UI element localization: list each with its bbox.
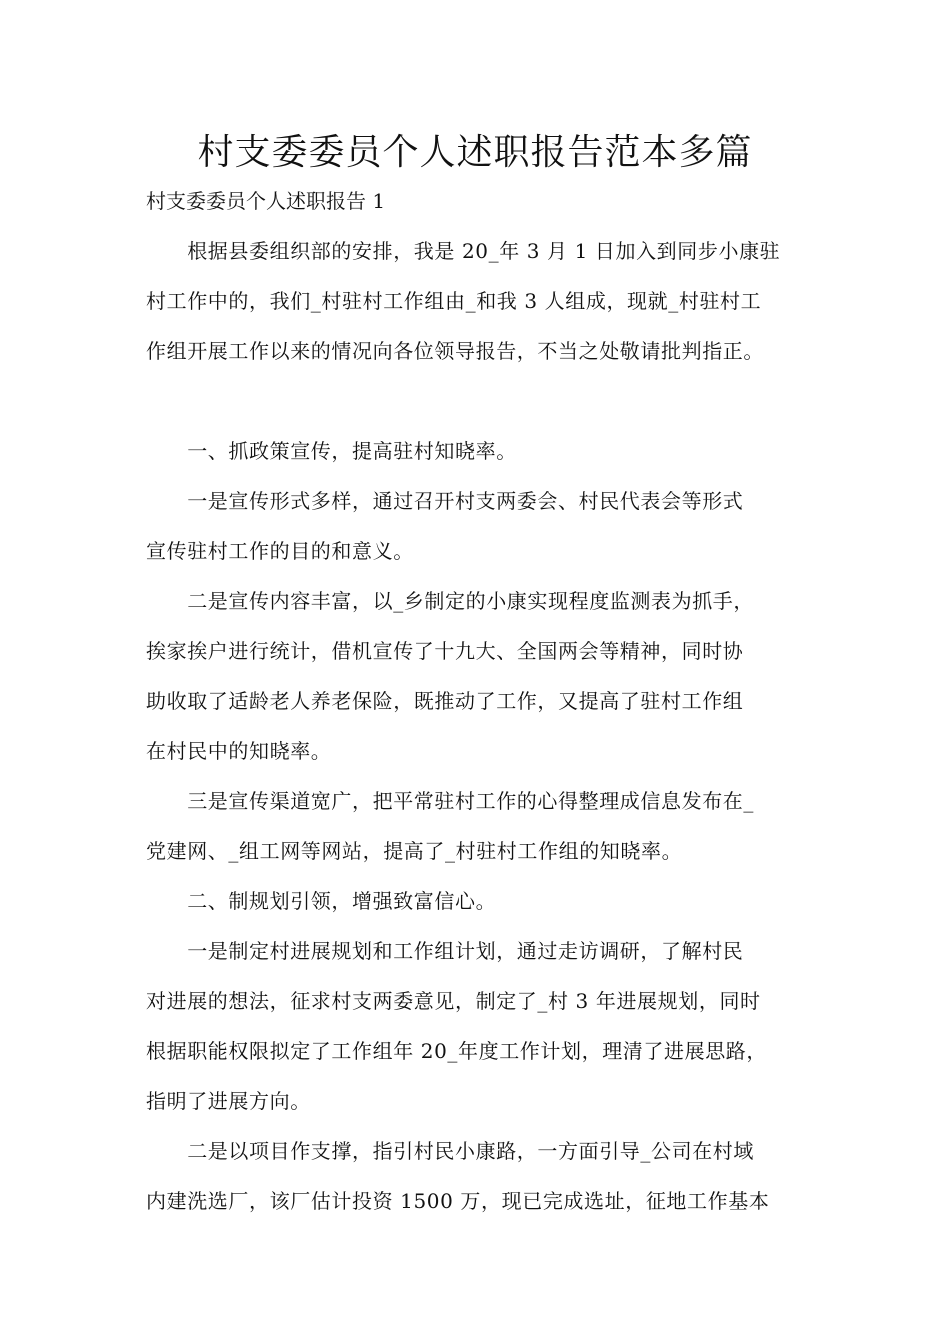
document-title: 村支委委员个人述职报告范本多篇 [197,132,753,173]
body-line: 在村民中的知晓率。 [146,739,332,763]
body-line: 党建网、_组工网等网站，提高了_村驻村工作组的知晓率。 [146,839,683,863]
section-heading: 村支委委员个人述职报告 1 [146,189,386,213]
body-line: 对进展的想法，征求村支两委意见，制定了_村 3 年进展规划，同时 [146,989,761,1013]
body-line: 一、抓政策宣传，提高驻村知晓率。 [146,439,517,463]
body-line: 宣传驻村工作的目的和意义。 [146,539,414,563]
body-line: 村工作中的，我们_村驻村工作组由_和我 3 人组成，现就_村驻村工 [146,289,762,313]
body-line: 助收取了适龄老人养老保险，既推动了工作，又提高了驻村工作组 [146,689,744,713]
body-line: 根据职能权限拟定了工作组年 20_年度工作计划，理清了进展思路， [146,1039,768,1063]
body-line: 二是宣传内容丰富，以_乡制定的小康实现程度监测表为抓手， [146,589,754,613]
body-line: 作组开展工作以来的情况向各位领导报告，不当之处敬请批判指正。 [146,339,764,363]
body-line: 三是宣传渠道宽广，把平常驻村工作的心得整理成信息发布在_ [146,789,754,813]
body-line: 一是制定村进展规划和工作组计划，通过走访调研，了解村民 [146,939,744,963]
body-line: 挨家挨户进行统计，借机宣传了十九大、全国两会等精神，同时协 [146,639,744,663]
body-line: 二是以项目作支撑，指引村民小康路，一方面引导_公司在村域 [146,1139,754,1163]
body-line: 根据县委组织部的安排，我是 20_年 3 月 1 日加入到同步小康驻 [146,239,781,263]
body-line: 指明了进展方向。 [146,1089,311,1113]
body-line: 二、制规划引领，增强致富信心。 [146,889,497,913]
body-line: 内建洗选厂，该厂估计投资 1500 万，现已完成选址，征地工作基本 [146,1189,770,1213]
body-line: 一是宣传形式多样，通过召开村支两委会、村民代表会等形式 [146,489,744,513]
